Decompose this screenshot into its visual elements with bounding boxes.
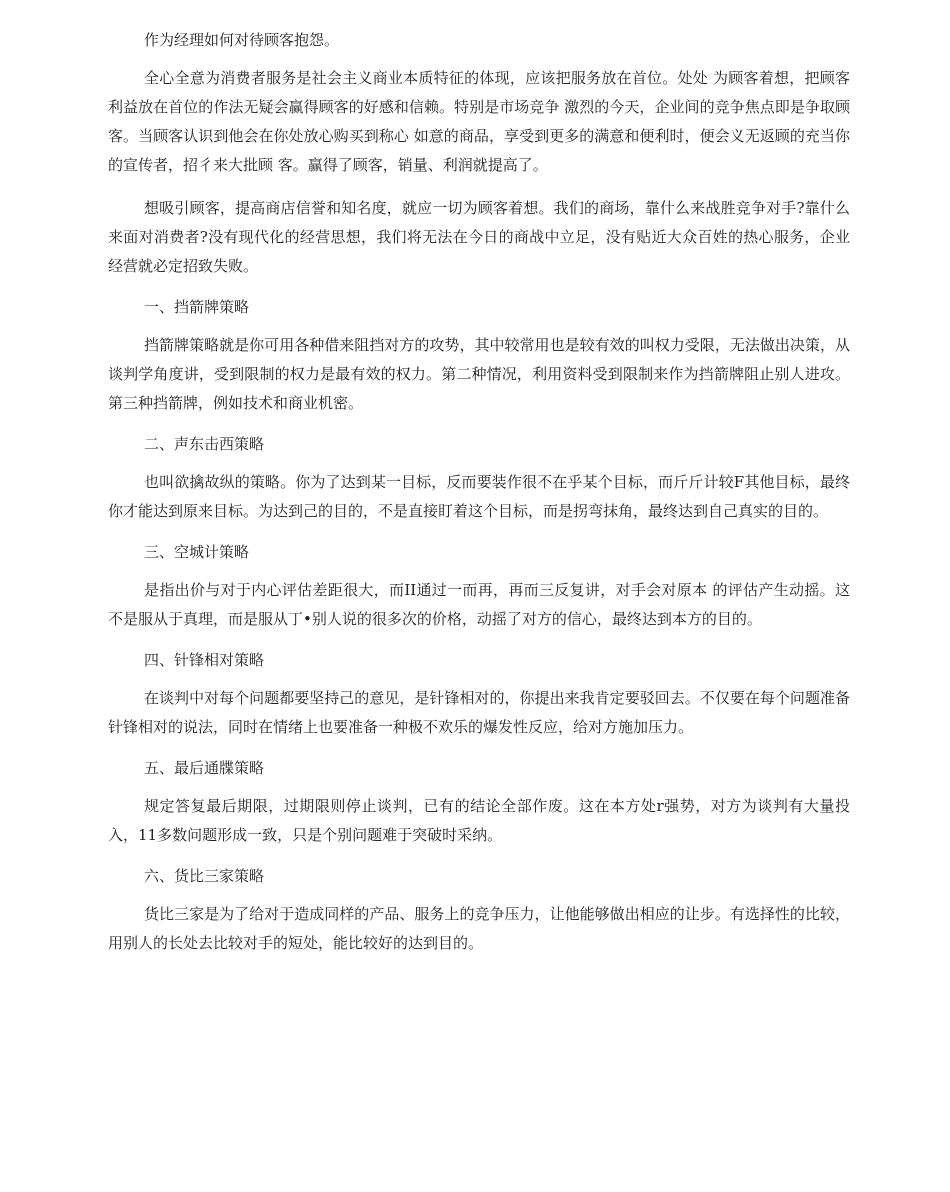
section-body: 规定答复最后期限，过期限则停止谈判，已有的结论全部作废。这在本方处r强势，对方为谈判有大量投入，11多数问题形成一致，只是个别问题难于突破时采纳。 <box>108 797 850 844</box>
section-heading: 四、针锋相对策略 <box>144 651 265 669</box>
section-body: 也叫欲擒故纵的策略。你为了达到某一目标，反而要装作很不在乎某个目标，而斤斤计较F其他目标，最终你才能达到原来目标。为达到己的目的，不是直接盯着这个目标，而是拐弯抹角，最终达到自己真实的目的。 <box>108 473 850 520</box>
spacer <box>108 454 850 468</box>
section-heading: 六、货比三家策略 <box>144 867 265 885</box>
intro-paragraph: 想吸引顾客，提高商店信誉和知名度，就应一切为顾客着想。我们的商场，靠什么来战胜竞争对手?靠什么来面对消费者?没有现代化的经营思想，我们将无法在今日的商战中立足，没有贴近大众百姓的热心服务，企业经营就必定招致失败。 <box>108 199 851 275</box>
spacer <box>108 526 850 542</box>
section-heading: 一、挡箭牌策略 <box>144 298 250 316</box>
section-heading: 三、空城计策略 <box>144 543 250 561</box>
section-body: 货比三家是为了给对于造成同样的产品、服务上的竞争压力，让他能够做出相应的让步。有选择性的比较，用别人的长处去比较对手的短处，能比较好的达到目的。 <box>108 905 850 952</box>
spacer <box>108 418 850 434</box>
spacer <box>108 180 850 194</box>
section-heading: 五、最后通牒策略 <box>144 759 265 777</box>
section-body: 是指出价与对于内心评估差距很大，而II通过一而再，再而三反复讲，对手会对原本 的评估产生动摇。这不是服从于真理，而是服从丁•别人说的很多次的价格，动摇了对方的信心，最终达到本方的目的。 <box>108 581 850 628</box>
spacer <box>108 562 850 576</box>
spacer <box>108 778 850 792</box>
spacer <box>108 742 850 758</box>
spacer <box>108 850 850 866</box>
section-body: 在谈判中对每个问题都要坚持己的意见，是针锋相对的，你提出来我肯定要驳回去。不仅要在每个问题准备针锋相对的说法，同时在情绪上也要准备一种极不欢乐的爆发性反应，给对方施加压力。 <box>108 689 850 736</box>
section-heading: 二、声东击西策略 <box>144 435 265 453</box>
spacer <box>108 670 850 684</box>
spacer <box>108 50 850 64</box>
document-title: 作为经理如何对待顾客抱怨。 <box>144 31 340 49</box>
intro-paragraph: 全心全意为消费者服务是社会主义商业本质特征的体现，应该把服务放在首位。处处 为顾客着想，把顾客利益放在首位的作法无疑会赢得顾客的好感和信赖。特别是市场竞争 激烈的今天，企业间的竞争焦点即是争取顾客。当顾客认识到他会在你处放心购买到称心 如意的商品，享受到更多的满意和便利时，便会义无返顾的充当你的宣传者，招彳来大批顾 客。赢得了顾客，销量、利润就提高了。 <box>108 69 850 174</box>
section-body: 挡箭牌策略就是你可用各种借来阻挡对方的攻势，其中较常用也是较有效的叫权力受限，无法做出决策，从谈判学角度讲，受到限制的权力是最有效的权力。第二种情况，利用资料受到限制来作为挡箭牌阻止别人进攻。第三种挡箭牌，例如技术和商业机密。 <box>108 336 850 412</box>
spacer <box>108 634 850 650</box>
spacer <box>108 886 850 900</box>
spacer <box>108 281 850 297</box>
document-page <box>108 30 850 958</box>
spacer <box>108 317 850 331</box>
